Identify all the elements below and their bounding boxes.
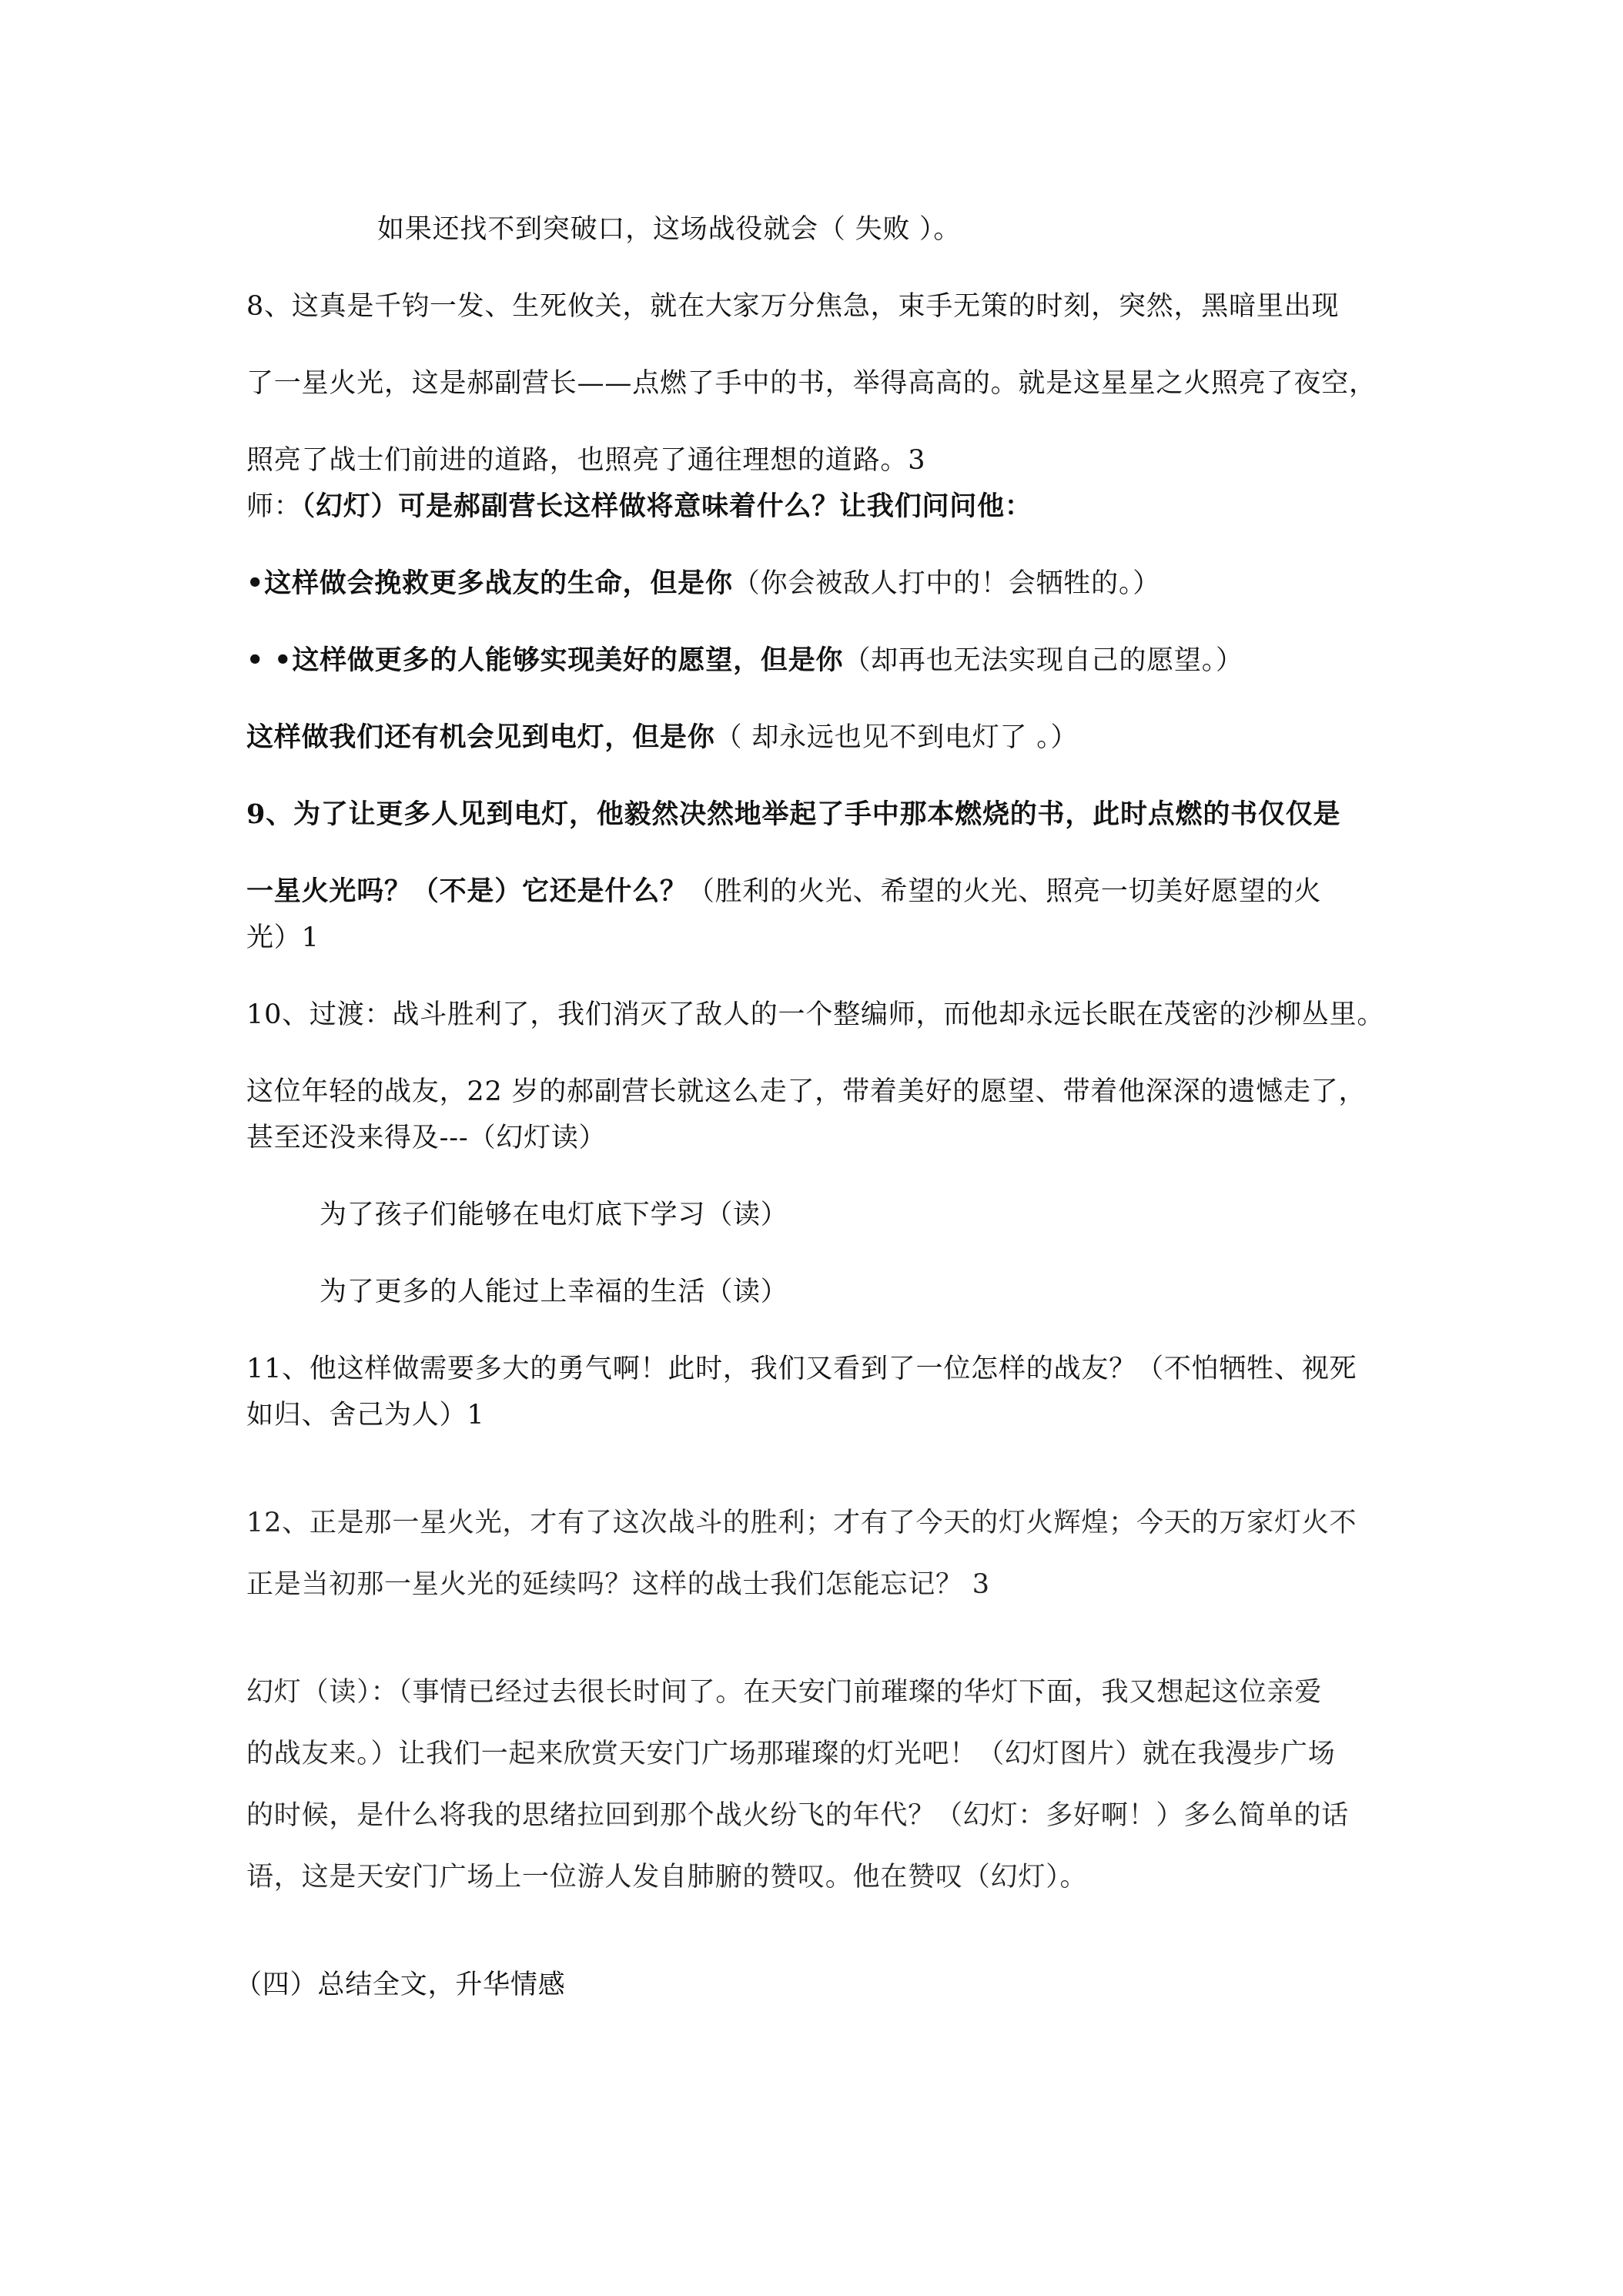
bullet-answer: （你会被敌人打中的！会牺牲的。） bbox=[732, 568, 1161, 599]
paragraph-12-line-1: 12、正是那一星火光，才有了这次战斗的胜利；才有了今天的灯火辉煌；今天的万家灯火不 bbox=[246, 1508, 1357, 1538]
bullet-answer: （却再也无法实现自己的愿望。） bbox=[843, 645, 1243, 676]
teacher-question-line bbox=[246, 490, 1032, 524]
slide-reading-line-2: 的战友来。）让我们一起来欣赏天安门广场那璀璨的灯光吧！（幻灯图片）就在我漫步广场 bbox=[246, 1739, 1336, 1769]
bullet-bold: •这样做会挽救更多战友的生命，但是你 bbox=[246, 567, 733, 599]
paragraph-9-bold: 一星火光吗？（不是）它还是什么？ bbox=[246, 875, 688, 907]
paragraph-9-line-3: 光）1 bbox=[246, 922, 320, 953]
paragraph-8-line-1: 8、这真是千钧一发、生死攸关，就在大家万分焦急，束手无策的时刻，突然，黑暗里出现 bbox=[246, 291, 1340, 322]
slide-reading-line-3: 的时候，是什么将我的思绪拉回到那个战火纷飞的年代？（幻灯：多好啊！）多么简单的话 bbox=[246, 1800, 1350, 1831]
paragraph-12-line-2: 正是当初那一星火光的延续吗？这样的战士我们怎能忘记？ 3 bbox=[246, 1569, 990, 1600]
teacher-prefix: 师： bbox=[246, 491, 302, 522]
paragraph-10-line-3: 甚至还没来得及---（幻灯读） bbox=[246, 1123, 607, 1153]
paragraph-9-line-2 bbox=[246, 875, 1321, 909]
paragraph-9-line-1: 9、为了让更多人见到电灯，他毅然决然地举起了手中那本燃烧的书，此时点燃的书仅仅是 bbox=[246, 798, 1341, 830]
bullet-line-1 bbox=[246, 567, 1160, 601]
paragraph-10-line-2: 这位年轻的战友，22 岁的郝副营长就这么走了，带着美好的愿望、带着他深深的遗憾走了， bbox=[246, 1076, 1367, 1107]
bullet-bold: 这样做我们还有机会见到电灯，但是你 bbox=[246, 721, 715, 753]
paragraph-11-line-1: 11、他这样做需要多大的勇气啊！此时，我们又看到了一位怎样的战友？（不怕牺牲、视死 bbox=[246, 1354, 1357, 1384]
teacher-question-bold: （幻灯）可是郝副营长这样做将意味着什么？让我们问问他： bbox=[301, 490, 1032, 522]
section-heading: （四）总结全文，升华情感 bbox=[235, 1970, 566, 2000]
bullet-line-3 bbox=[246, 721, 1078, 755]
paragraph-11-line-2: 如归、舍己为人）1 bbox=[246, 1400, 485, 1431]
paragraph-8-line-3: 照亮了战士们前进的道路，也照亮了通往理想的道路。3 bbox=[246, 445, 926, 476]
paragraph-8-line-2: 了一星火光，这是郝副营长——点燃了手中的书，举得高高的。就是这星星之火照亮了夜空， bbox=[246, 368, 1377, 399]
slide-reading-line-4: 语，这是天安门广场上一位游人发自肺腑的赞叹。他在赞叹（幻灯）。 bbox=[246, 1862, 1088, 1893]
slide-reading-line-1: 幻灯（读）：（事情已经过去很长时间了。在天安门前璀璨的华灯下面，我又想起这位亲爱 bbox=[246, 1677, 1323, 1708]
indented-reading-line-1: 为了孩子们能够在电灯底下学习（读） bbox=[320, 1200, 788, 1230]
bullet-answer: （ 却永远也见不到电灯了 。） bbox=[714, 722, 1079, 753]
text-line: 如果还找不到突破口，这场战役就会（ 失败 ）。 bbox=[377, 214, 962, 245]
bullet-line-2 bbox=[246, 644, 1243, 678]
indented-reading-line-2: 为了更多的人能过上幸福的生活（读） bbox=[320, 1277, 788, 1307]
bullet-bold: • •这样做更多的人能够实现美好的愿望，但是你 bbox=[246, 644, 844, 676]
paragraph-10-line-1: 10、过渡：战斗胜利了，我们消灭了敌人的一个整编师，而他却永远长眠在茂密的沙柳丛里。 bbox=[246, 999, 1385, 1030]
paragraph-9-answer: （胜利的火光、希望的火光、照亮一切美好愿望的火 bbox=[687, 876, 1322, 907]
